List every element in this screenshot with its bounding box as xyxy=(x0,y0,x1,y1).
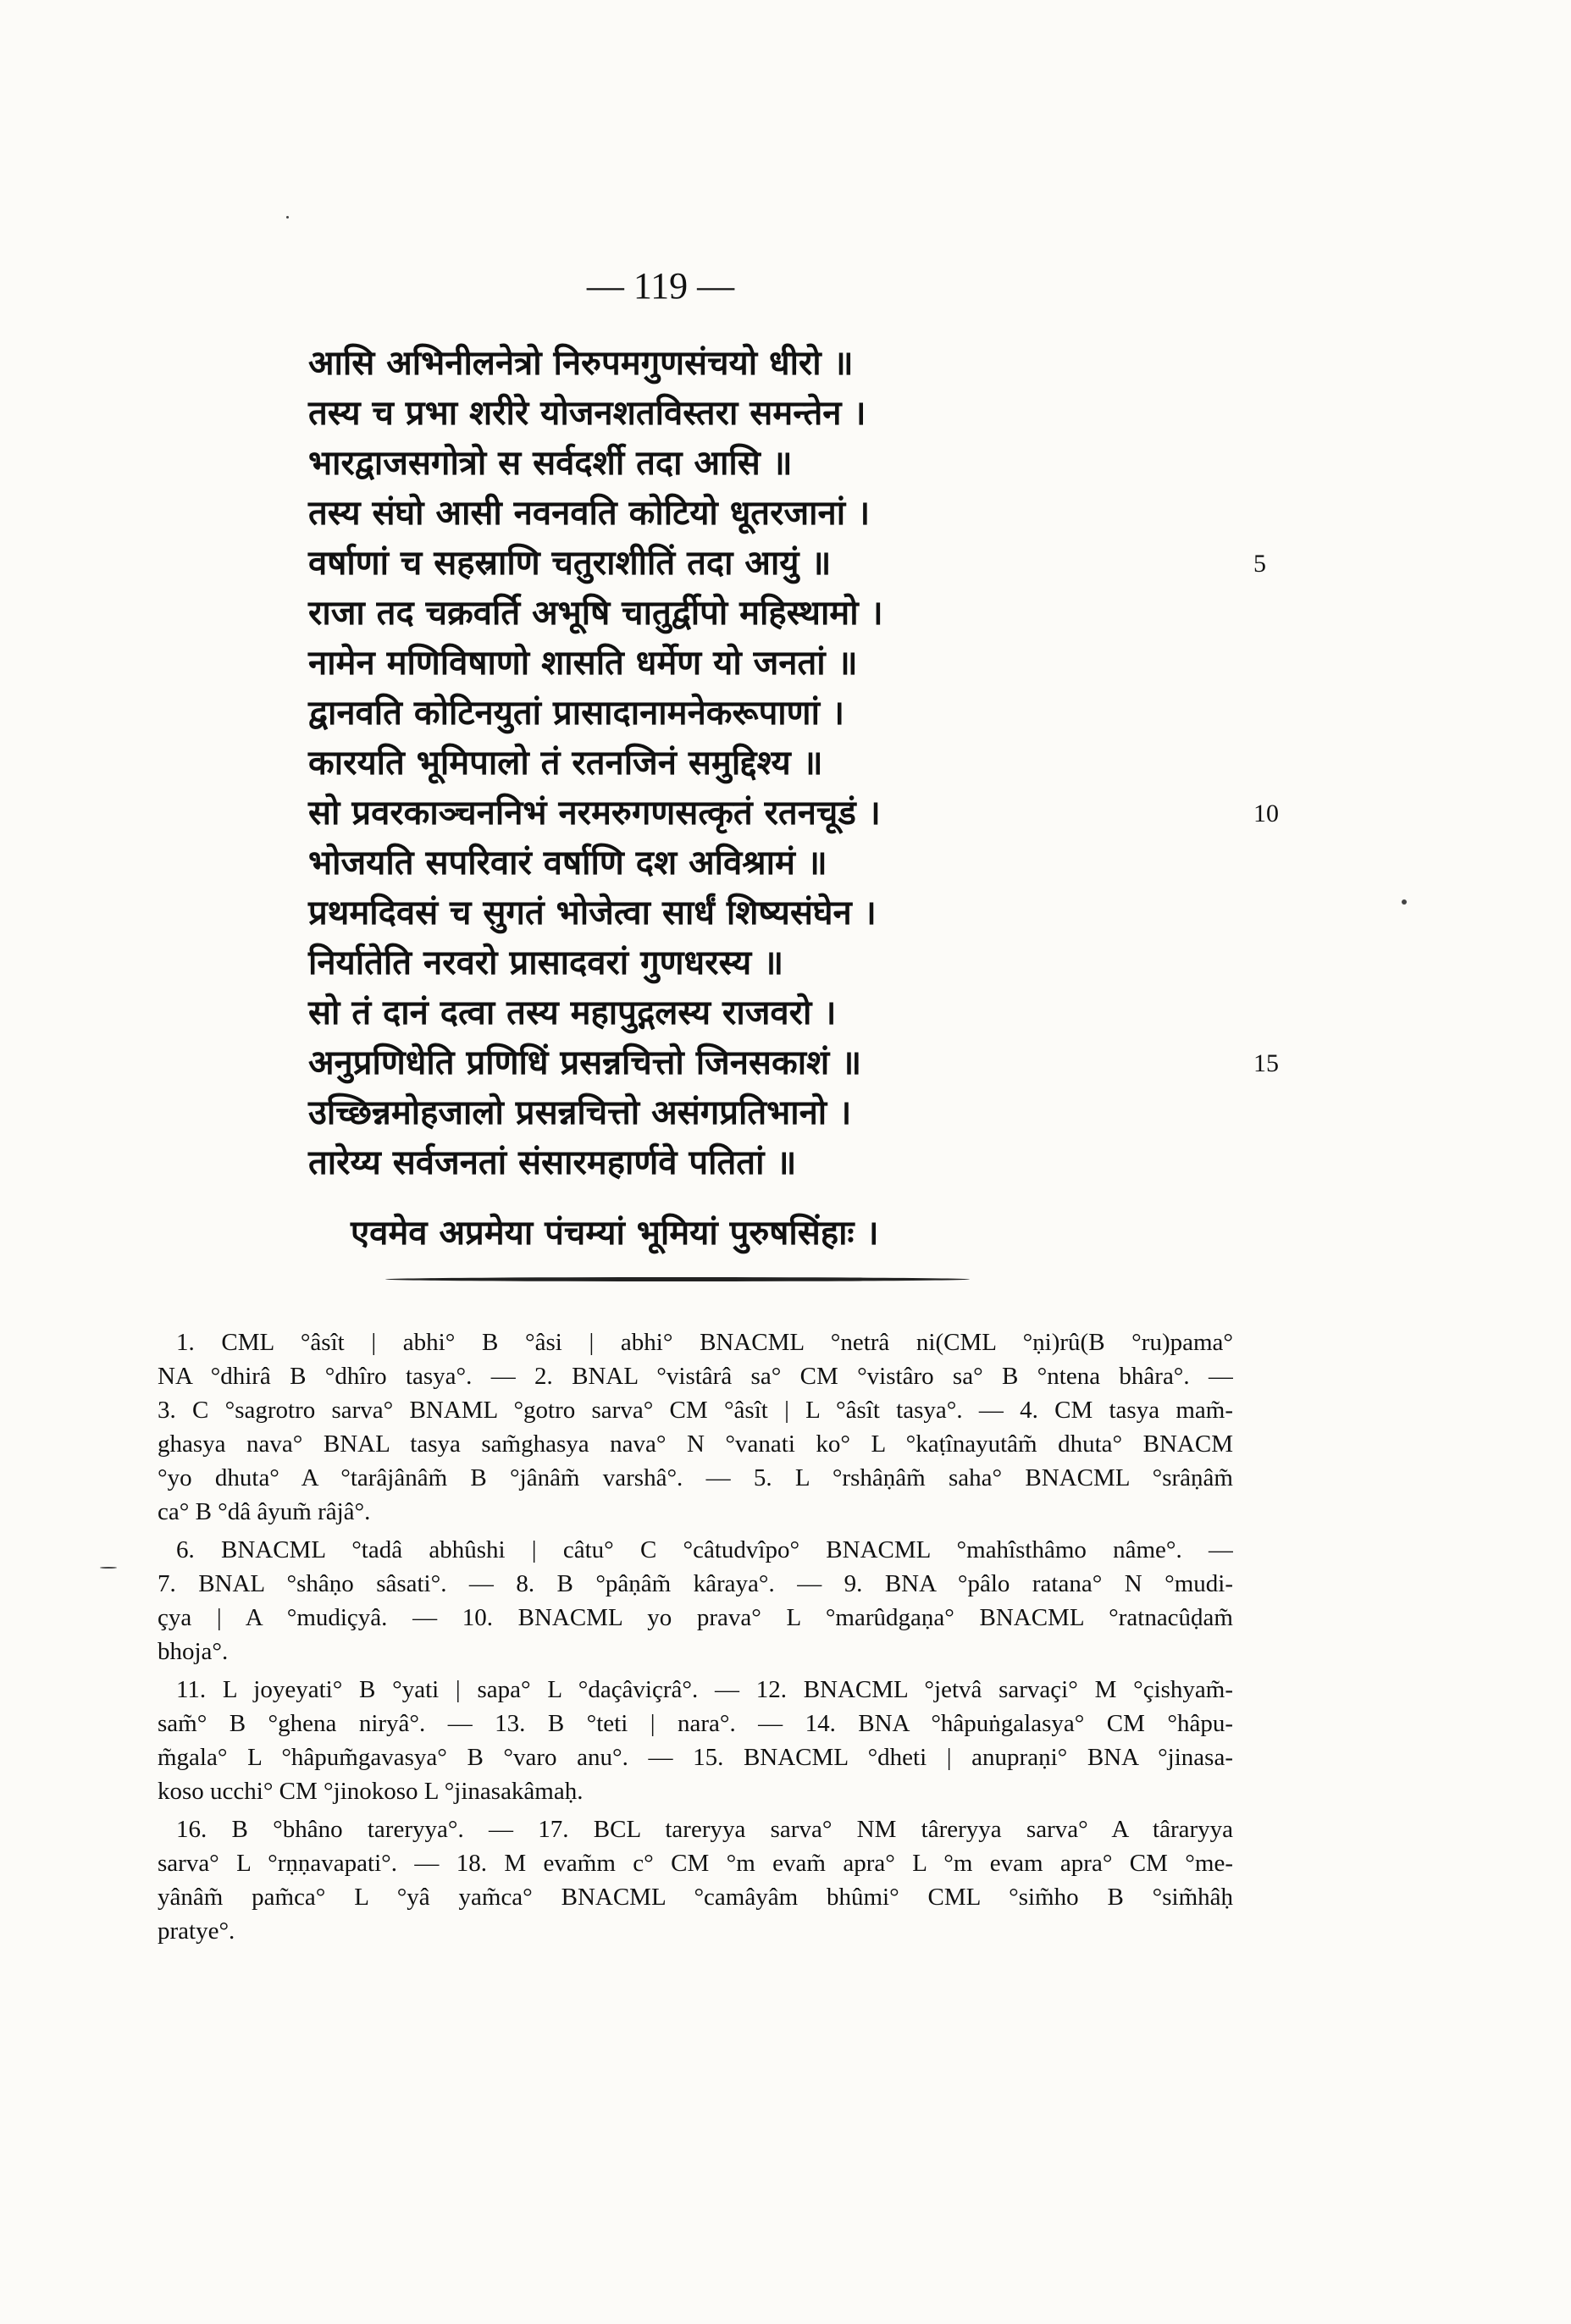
footnote-paragraph xyxy=(158,1325,1233,1529)
footnote-line: ca° B °dâ âyum̃ râjâ°. xyxy=(158,1498,371,1525)
verse-line xyxy=(308,888,1325,938)
verse-text: राजा तद चक्रवर्ति अभूषि चातुर्द्वीपो महिस्थामो । xyxy=(308,594,883,633)
verse-text: भारद्वाजसगोत्रो स सर्वदर्शी तदा आसि ॥ xyxy=(308,444,793,483)
line-number: 10 xyxy=(1253,800,1279,827)
footnote-line: °yo dhuta° A °tarâjânâm̃ B °jânâm̃ varshâ°. — 5. L °rshâṇâm̃ saha° BNACML °srâṇâm̃ xyxy=(158,1464,1233,1491)
scan-speck xyxy=(1402,899,1407,905)
footnote-line: NA °dhirâ B °dhîro tasya°. — 2. BNAL °vistârâ sa° CM °vistâro sa° B °ntena bhâra°. — xyxy=(158,1363,1233,1390)
verse-line xyxy=(308,1038,1325,1088)
verse-text: तस्य संघो आसी नवनवति कोटियो धूतरजानां । xyxy=(308,494,871,533)
footnote-line: 3. C °sagrotro sarva° BNAML °gotro sarva° CM °âsît | L °âsît tasya°. — 4. CM tasya mam̃- xyxy=(158,1397,1233,1424)
scan-speck xyxy=(100,1567,117,1569)
footnote-line: m̃gala° L °hâpum̃gavasya° B °varo anu°. — 15. BNACML °dheti | anupraṇi° BNA °jinasa- xyxy=(158,1744,1233,1771)
verse-line xyxy=(308,838,1325,888)
footnote-line: 6. BNACML °tadâ abhûshi | câtu° C °câtudvîpo° BNACML °mahîsthâmo nâme°. — xyxy=(176,1536,1233,1563)
verse-line xyxy=(308,389,1325,439)
verse-text: सो प्रवरकाञ्चननिभं नरमरुगणसत्कृतं रतनचूडं । xyxy=(308,794,881,833)
verse-line xyxy=(308,339,1325,389)
footnote-line: koso ucchi° CM °jinokoso L °jinasakâmaḥ. xyxy=(158,1778,584,1805)
footnote-line: sam̃° B °ghena niryâ°. — 13. B °teti | nara°. — 14. BNA °hâpuṅgalasya° CM °hâpu- xyxy=(158,1710,1233,1737)
verse-line xyxy=(308,639,1325,689)
footnote-line: 1. CML °âsît | abhi° B °âsi | abhi° BNACML °netrâ ni(CML °ṇi)rû(B °ru)pama° xyxy=(176,1329,1233,1356)
verse-text: अनुप्रणिधेति प्रणिधिं प्रसन्नचित्तो जिनसकाशं ॥ xyxy=(308,1043,862,1082)
footnote-paragraph xyxy=(158,1673,1233,1808)
verse-line xyxy=(308,589,1325,639)
verse-text: नामेन मणिविषाणो शासति धर्मेण यो जनतां ॥ xyxy=(308,644,858,683)
verse-block xyxy=(308,339,1325,1259)
footnote-line: 16. B °bhâno tareryya°. — 17. BCL tareryya sarva° NM târeryya sarva° A târaryya xyxy=(176,1816,1233,1843)
verse-line xyxy=(308,689,1325,739)
verse-text: उच्छिन्नमोहजालो प्रसन्नचित्तो असंगप्रतिभानो । xyxy=(308,1093,852,1132)
verse-line xyxy=(308,988,1325,1038)
footnote-line: 7. BNAL °shâṇo sâsati°. — 8. B °pâṇâm̃ kâraya°. — 9. BNA °pâlo ratana° N °mudi- xyxy=(158,1570,1233,1597)
footnote-line: bhoja°. xyxy=(158,1638,229,1665)
verse-line xyxy=(308,1088,1325,1138)
verse-text: प्रथमदिवसं च सुगतं भोजेत्वा सार्धं शिष्यसंघेन । xyxy=(308,894,877,932)
verse-text: वर्षाणां च सहस्राणि चतुराशीतिं तदा आयुं ॥ xyxy=(308,544,832,583)
footnote-line: sarva° L °rṇṇavapati°. — 18. M evam̃m c° CM °m evam̃ apra° L °m evam apra° CM °me- xyxy=(158,1850,1233,1877)
verse-line xyxy=(308,489,1325,539)
scan-speck xyxy=(286,216,289,219)
footnote-paragraph xyxy=(158,1812,1233,1948)
footnote-paragraph xyxy=(158,1533,1233,1668)
line-number: 15 xyxy=(1253,1049,1279,1077)
verse-line xyxy=(308,439,1325,489)
verse-text: आसि अभिनीलनेत्रो निरुपमगुणसंचयो धीरो ॥ xyxy=(308,344,854,383)
footnote-line: 11. L joyeyati° B °yati | sapa° L °daçâviçrâ°. — 12. BNACML °jetvâ sarvaçi° M °çishyam̃- xyxy=(176,1676,1233,1703)
footnote-line: pratye°. xyxy=(158,1917,235,1945)
verse-text: निर्यातेति नरवरो प्रासादवरां गुणधरस्य ॥ xyxy=(308,943,784,982)
verse-line xyxy=(308,788,1325,838)
footnote-line: çya | A °mudiçyâ. — 10. BNACML yo prava° L °marûdgaṇa° BNACML °ratnacûḍam̃ xyxy=(158,1604,1233,1631)
verse-line xyxy=(308,938,1325,988)
verse-text: तस्य च प्रभा शरीरे योजनशतविस्तरा समन्तेन । xyxy=(308,394,866,433)
footnote-line: yânâm̃ pam̃ca° L °yâ yam̃ca° BNACML °camâyâm bhûmi° CML °sim̃ho B °sim̃hâḥ xyxy=(158,1884,1233,1911)
verse-text: द्वानवति कोटिनयुतां प्रासादानामनेकरूपाणां । xyxy=(308,694,845,733)
closing-verse-line: एवमेव अप्रमेया पंचम्यां भूमियां पुरुषसिंहाः । xyxy=(351,1214,879,1253)
verse-line xyxy=(308,539,1325,589)
verse-text: भोजयति सपरिवारं वर्षाणि दश अविश्रामं ॥ xyxy=(308,844,827,883)
footnote-line: ghasya nava° BNAL tasya sam̃ghasya nava° N °vanati ko° L °kaṭînayutâm̃ dhuta° BNACM xyxy=(158,1430,1233,1458)
page-number: — 119 — xyxy=(586,265,735,307)
footnotes xyxy=(158,1325,1233,1952)
verse-line xyxy=(308,739,1325,788)
section-divider xyxy=(385,1277,970,1281)
verse-text: तारेय्य सर्वजनतां संसारमहार्णवे पतितां ॥ xyxy=(308,1143,797,1182)
verse-text: कारयति भूमिपालो तं रतनजिनं समुद्दिश्य ॥ xyxy=(308,744,823,783)
line-number: 5 xyxy=(1253,550,1266,578)
verse-line xyxy=(308,1138,1325,1188)
verse-text: सो तं दानं दत्वा तस्य महापुद्गलस्य राजवरो । xyxy=(308,993,837,1032)
